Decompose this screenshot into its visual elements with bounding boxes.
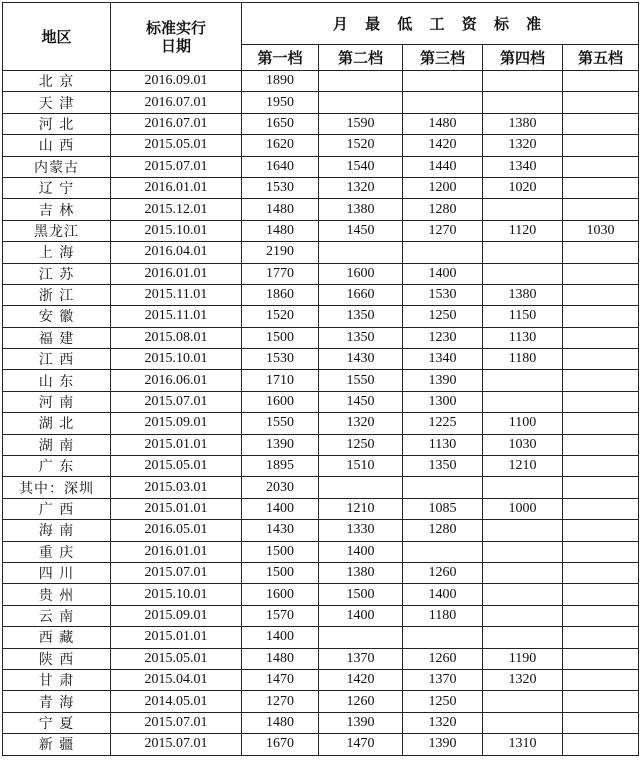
tier-4-wage-cell bbox=[483, 584, 563, 605]
effective-date-cell: 2015.07.01 bbox=[111, 156, 242, 177]
tier-1-wage-cell: 2190 bbox=[242, 242, 319, 263]
tier-3-wage-cell bbox=[403, 541, 483, 562]
tier-4-wage-cell: 1320 bbox=[483, 669, 563, 690]
tier-5-wage-cell bbox=[563, 605, 639, 626]
tier-2-wage-cell: 1210 bbox=[319, 498, 403, 519]
tier-1-wage-cell: 1480 bbox=[242, 648, 319, 669]
tier-4-wage-cell: 1320 bbox=[483, 135, 563, 156]
tier-3-wage-cell: 1180 bbox=[403, 605, 483, 626]
table-row bbox=[3, 71, 639, 92]
table-row bbox=[3, 177, 639, 198]
effective-date-cell: 2015.05.01 bbox=[111, 135, 242, 156]
tier-5-wage-cell bbox=[563, 156, 639, 177]
tier-2-wage-cell: 1380 bbox=[319, 562, 403, 583]
effective-date-cell: 2015.12.01 bbox=[111, 199, 242, 220]
effective-date-cell: 2015.07.01 bbox=[111, 734, 242, 755]
tier-2-wage-cell: 1320 bbox=[319, 177, 403, 198]
tier-5-wage-cell bbox=[563, 734, 639, 755]
tier-4-wage-cell bbox=[483, 370, 563, 391]
tier-5-wage-cell bbox=[563, 584, 639, 605]
table-row bbox=[3, 284, 639, 305]
tier-5-wage-cell bbox=[563, 391, 639, 412]
tier-3-wage-cell: 1340 bbox=[403, 349, 483, 370]
tier-4-wage-cell bbox=[483, 691, 563, 712]
table-row bbox=[3, 113, 639, 134]
tier-1-wage-cell: 1530 bbox=[242, 177, 319, 198]
region-cell: 山 东 bbox=[3, 370, 111, 391]
tier-2-wage-cell: 1250 bbox=[319, 434, 403, 455]
table-row bbox=[3, 541, 639, 562]
table-row bbox=[3, 413, 639, 434]
tier-3-wage-cell: 1200 bbox=[403, 177, 483, 198]
region-cell: 湖 南 bbox=[3, 434, 111, 455]
tier-1-wage-cell: 1500 bbox=[242, 562, 319, 583]
header-effective-date bbox=[111, 3, 242, 71]
effective-date-cell: 2015.09.01 bbox=[111, 413, 242, 434]
tier-2-wage-cell: 1450 bbox=[319, 391, 403, 412]
tier-3-wage-cell: 1260 bbox=[403, 562, 483, 583]
tier-4-wage-cell bbox=[483, 712, 563, 733]
tier-3-wage-cell: 1300 bbox=[403, 391, 483, 412]
effective-date-cell: 2016.01.01 bbox=[111, 541, 242, 562]
table-row bbox=[3, 734, 639, 755]
table-row bbox=[3, 306, 639, 327]
tier-3-wage-cell bbox=[403, 92, 483, 113]
effective-date-cell: 2015.10.01 bbox=[111, 349, 242, 370]
header-tier-2: 第二档 bbox=[319, 45, 403, 71]
tier-4-wage-cell: 1310 bbox=[483, 734, 563, 755]
region-cell: 江 苏 bbox=[3, 263, 111, 284]
effective-date-cell: 2016.01.01 bbox=[111, 177, 242, 198]
table-row bbox=[3, 391, 639, 412]
tier-2-wage-cell: 1370 bbox=[319, 648, 403, 669]
tier-1-wage-cell: 1670 bbox=[242, 734, 319, 755]
tier-2-wage-cell: 1470 bbox=[319, 734, 403, 755]
region-cell: 安 徽 bbox=[3, 306, 111, 327]
tier-5-wage-cell bbox=[563, 113, 639, 134]
table-row bbox=[3, 220, 639, 241]
effective-date-cell: 2016.05.01 bbox=[111, 520, 242, 541]
tier-3-wage-cell: 1480 bbox=[403, 113, 483, 134]
tier-2-wage-cell: 1540 bbox=[319, 156, 403, 177]
tier-1-wage-cell: 1470 bbox=[242, 669, 319, 690]
tier-5-wage-cell bbox=[563, 284, 639, 305]
effective-date-cell: 2016.09.01 bbox=[111, 71, 242, 92]
tier-4-wage-cell bbox=[483, 71, 563, 92]
tier-3-wage-cell: 1400 bbox=[403, 584, 483, 605]
tier-5-wage-cell bbox=[563, 691, 639, 712]
effective-date-cell: 2015.10.01 bbox=[111, 584, 242, 605]
tier-3-wage-cell: 1270 bbox=[403, 220, 483, 241]
effective-date-cell: 2015.01.01 bbox=[111, 498, 242, 519]
tier-4-wage-cell bbox=[483, 477, 563, 498]
table-row bbox=[3, 349, 639, 370]
tier-3-wage-cell: 1350 bbox=[403, 456, 483, 477]
tier-4-wage-cell: 1130 bbox=[483, 327, 563, 348]
effective-date-cell: 2016.01.01 bbox=[111, 263, 242, 284]
tier-1-wage-cell: 1500 bbox=[242, 541, 319, 562]
region-cell: 青 海 bbox=[3, 691, 111, 712]
effective-date-cell: 2016.07.01 bbox=[111, 113, 242, 134]
tier-4-wage-cell bbox=[483, 562, 563, 583]
tier-2-wage-cell: 1330 bbox=[319, 520, 403, 541]
tier-4-wage-cell bbox=[483, 92, 563, 113]
region-cell: 福 建 bbox=[3, 327, 111, 348]
effective-date-cell: 2016.07.01 bbox=[111, 92, 242, 113]
tier-2-wage-cell: 1320 bbox=[319, 413, 403, 434]
tier-5-wage-cell bbox=[563, 648, 639, 669]
effective-date-cell: 2015.05.01 bbox=[111, 648, 242, 669]
effective-date-cell: 2015.01.01 bbox=[111, 627, 242, 648]
tier-1-wage-cell: 1600 bbox=[242, 391, 319, 412]
effective-date-cell: 2014.05.01 bbox=[111, 691, 242, 712]
region-cell: 新 疆 bbox=[3, 734, 111, 755]
tier-4-wage-cell bbox=[483, 263, 563, 284]
tier-4-wage-cell bbox=[483, 391, 563, 412]
table-row bbox=[3, 370, 639, 391]
tier-3-wage-cell: 1260 bbox=[403, 648, 483, 669]
table-row bbox=[3, 498, 639, 519]
tier-4-wage-cell: 1380 bbox=[483, 284, 563, 305]
region-cell: 上 海 bbox=[3, 242, 111, 263]
table-body bbox=[3, 71, 639, 756]
header-tier-5: 第五档 bbox=[563, 45, 639, 71]
effective-date-cell: 2015.04.01 bbox=[111, 669, 242, 690]
tier-3-wage-cell: 1530 bbox=[403, 284, 483, 305]
table-row bbox=[3, 199, 639, 220]
tier-5-wage-cell bbox=[563, 712, 639, 733]
tier-2-wage-cell: 1660 bbox=[319, 284, 403, 305]
header-tier-4: 第四档 bbox=[483, 45, 563, 71]
region-cell: 海 南 bbox=[3, 520, 111, 541]
tier-3-wage-cell: 1280 bbox=[403, 199, 483, 220]
table-row bbox=[3, 477, 639, 498]
effective-date-cell: 2015.11.01 bbox=[111, 284, 242, 305]
tier-1-wage-cell: 1530 bbox=[242, 349, 319, 370]
tier-2-wage-cell: 1500 bbox=[319, 584, 403, 605]
tier-5-wage-cell bbox=[563, 177, 639, 198]
tier-3-wage-cell: 1085 bbox=[403, 498, 483, 519]
tier-5-wage-cell bbox=[563, 456, 639, 477]
region-cell: 陕 西 bbox=[3, 648, 111, 669]
tier-1-wage-cell: 1640 bbox=[242, 156, 319, 177]
region-cell: 北 京 bbox=[3, 71, 111, 92]
tier-2-wage-cell bbox=[319, 242, 403, 263]
tier-5-wage-cell bbox=[563, 627, 639, 648]
tier-4-wage-cell: 1180 bbox=[483, 349, 563, 370]
table-row bbox=[3, 156, 639, 177]
tier-1-wage-cell: 1860 bbox=[242, 284, 319, 305]
tier-3-wage-cell: 1370 bbox=[403, 669, 483, 690]
tier-2-wage-cell: 1450 bbox=[319, 220, 403, 241]
tier-2-wage-cell: 1430 bbox=[319, 349, 403, 370]
table-row bbox=[3, 669, 639, 690]
tier-5-wage-cell bbox=[563, 242, 639, 263]
tier-1-wage-cell: 1650 bbox=[242, 113, 319, 134]
tier-2-wage-cell: 1390 bbox=[319, 712, 403, 733]
tier-5-wage-cell bbox=[563, 541, 639, 562]
table-row bbox=[3, 648, 639, 669]
tier-5-wage-cell bbox=[563, 263, 639, 284]
region-cell: 黑龙江 bbox=[3, 220, 111, 241]
tier-5-wage-cell bbox=[563, 306, 639, 327]
tier-3-wage-cell: 1390 bbox=[403, 734, 483, 755]
region-cell: 甘 肃 bbox=[3, 669, 111, 690]
region-cell: 其中：深圳 bbox=[3, 477, 111, 498]
tier-1-wage-cell: 1480 bbox=[242, 220, 319, 241]
tier-1-wage-cell: 1620 bbox=[242, 135, 319, 156]
tier-5-wage-cell bbox=[563, 434, 639, 455]
tier-5-wage-cell bbox=[563, 349, 639, 370]
header-tier-3: 第三档 bbox=[403, 45, 483, 71]
tier-1-wage-cell: 1480 bbox=[242, 199, 319, 220]
effective-date-cell: 2015.07.01 bbox=[111, 562, 242, 583]
tier-2-wage-cell bbox=[319, 477, 403, 498]
tier-1-wage-cell: 1270 bbox=[242, 691, 319, 712]
region-cell: 贵 州 bbox=[3, 584, 111, 605]
tier-2-wage-cell: 1350 bbox=[319, 327, 403, 348]
tier-1-wage-cell: 1600 bbox=[242, 584, 319, 605]
table-row bbox=[3, 520, 639, 541]
tier-1-wage-cell: 1500 bbox=[242, 327, 319, 348]
tier-2-wage-cell bbox=[319, 627, 403, 648]
tier-5-wage-cell bbox=[563, 477, 639, 498]
tier-1-wage-cell: 1550 bbox=[242, 413, 319, 434]
tier-5-wage-cell bbox=[563, 370, 639, 391]
table-row bbox=[3, 135, 639, 156]
tier-2-wage-cell bbox=[319, 92, 403, 113]
region-cell: 天 津 bbox=[3, 92, 111, 113]
effective-date-cell: 2015.05.01 bbox=[111, 456, 242, 477]
tier-2-wage-cell: 1260 bbox=[319, 691, 403, 712]
tier-2-wage-cell: 1420 bbox=[319, 669, 403, 690]
tier-1-wage-cell: 1400 bbox=[242, 627, 319, 648]
effective-date-cell: 2015.08.01 bbox=[111, 327, 242, 348]
tier-4-wage-cell: 1190 bbox=[483, 648, 563, 669]
tier-4-wage-cell bbox=[483, 520, 563, 541]
table-row bbox=[3, 584, 639, 605]
tier-1-wage-cell: 1390 bbox=[242, 434, 319, 455]
minimum-wage-table bbox=[2, 2, 639, 756]
tier-4-wage-cell bbox=[483, 541, 563, 562]
header-date-line2: 日期 bbox=[160, 36, 191, 55]
header-region: 地区 bbox=[3, 3, 111, 71]
header-date-line1: 标准实行 bbox=[145, 18, 206, 37]
table-row bbox=[3, 434, 639, 455]
tier-4-wage-cell: 1380 bbox=[483, 113, 563, 134]
effective-date-cell: 2015.10.01 bbox=[111, 220, 242, 241]
tier-5-wage-cell bbox=[563, 498, 639, 519]
table-row bbox=[3, 605, 639, 626]
region-cell: 浙 江 bbox=[3, 284, 111, 305]
tier-4-wage-cell bbox=[483, 605, 563, 626]
region-cell: 广 西 bbox=[3, 498, 111, 519]
tier-3-wage-cell bbox=[403, 242, 483, 263]
tier-4-wage-cell: 1000 bbox=[483, 498, 563, 519]
tier-1-wage-cell: 1950 bbox=[242, 92, 319, 113]
tier-3-wage-cell bbox=[403, 477, 483, 498]
tier-5-wage-cell bbox=[563, 199, 639, 220]
tier-5-wage-cell bbox=[563, 71, 639, 92]
tier-3-wage-cell: 1320 bbox=[403, 712, 483, 733]
effective-date-cell: 2015.07.01 bbox=[111, 391, 242, 412]
tier-1-wage-cell: 1770 bbox=[242, 263, 319, 284]
tier-3-wage-cell: 1420 bbox=[403, 135, 483, 156]
tier-1-wage-cell: 1400 bbox=[242, 498, 319, 519]
tier-2-wage-cell: 1350 bbox=[319, 306, 403, 327]
tier-3-wage-cell: 1225 bbox=[403, 413, 483, 434]
tier-3-wage-cell: 1130 bbox=[403, 434, 483, 455]
tier-2-wage-cell: 1400 bbox=[319, 541, 403, 562]
region-cell: 四 川 bbox=[3, 562, 111, 583]
header-monthly-minimum-wage: 月 最 低 工 资 标 准 bbox=[242, 3, 639, 45]
tier-4-wage-cell: 1120 bbox=[483, 220, 563, 241]
region-cell: 云 南 bbox=[3, 605, 111, 626]
table-row bbox=[3, 627, 639, 648]
tier-5-wage-cell bbox=[563, 413, 639, 434]
tier-3-wage-cell: 1400 bbox=[403, 263, 483, 284]
tier-5-wage-cell bbox=[563, 669, 639, 690]
tier-5-wage-cell bbox=[563, 327, 639, 348]
tier-5-wage-cell: 1030 bbox=[563, 220, 639, 241]
tier-3-wage-cell: 1390 bbox=[403, 370, 483, 391]
tier-3-wage-cell: 1250 bbox=[403, 306, 483, 327]
tier-1-wage-cell: 1710 bbox=[242, 370, 319, 391]
tier-1-wage-cell: 2030 bbox=[242, 477, 319, 498]
tier-4-wage-cell bbox=[483, 627, 563, 648]
tier-5-wage-cell bbox=[563, 562, 639, 583]
tier-4-wage-cell: 1020 bbox=[483, 177, 563, 198]
region-cell: 宁 夏 bbox=[3, 712, 111, 733]
table-row bbox=[3, 712, 639, 733]
table-row bbox=[3, 691, 639, 712]
region-cell: 吉 林 bbox=[3, 199, 111, 220]
table-row bbox=[3, 327, 639, 348]
effective-date-cell: 2016.06.01 bbox=[111, 370, 242, 391]
tier-4-wage-cell bbox=[483, 199, 563, 220]
tier-4-wage-cell: 1150 bbox=[483, 306, 563, 327]
tier-2-wage-cell bbox=[319, 71, 403, 92]
tier-2-wage-cell: 1520 bbox=[319, 135, 403, 156]
tier-3-wage-cell: 1250 bbox=[403, 691, 483, 712]
table-row bbox=[3, 242, 639, 263]
tier-4-wage-cell: 1340 bbox=[483, 156, 563, 177]
tier-2-wage-cell: 1590 bbox=[319, 113, 403, 134]
tier-2-wage-cell: 1600 bbox=[319, 263, 403, 284]
tier-1-wage-cell: 1570 bbox=[242, 605, 319, 626]
tier-3-wage-cell bbox=[403, 71, 483, 92]
region-cell: 山 西 bbox=[3, 135, 111, 156]
tier-3-wage-cell bbox=[403, 627, 483, 648]
tier-1-wage-cell: 1890 bbox=[242, 71, 319, 92]
effective-date-cell: 2015.11.01 bbox=[111, 306, 242, 327]
tier-4-wage-cell: 1030 bbox=[483, 434, 563, 455]
tier-2-wage-cell: 1550 bbox=[319, 370, 403, 391]
tier-1-wage-cell: 1480 bbox=[242, 712, 319, 733]
tier-4-wage-cell: 1210 bbox=[483, 456, 563, 477]
region-cell: 广 东 bbox=[3, 456, 111, 477]
effective-date-cell: 2015.09.01 bbox=[111, 605, 242, 626]
tier-2-wage-cell: 1510 bbox=[319, 456, 403, 477]
table-row bbox=[3, 456, 639, 477]
effective-date-cell: 2015.03.01 bbox=[111, 477, 242, 498]
region-cell: 河 北 bbox=[3, 113, 111, 134]
region-cell: 湖 北 bbox=[3, 413, 111, 434]
tier-1-wage-cell: 1520 bbox=[242, 306, 319, 327]
tier-4-wage-cell bbox=[483, 242, 563, 263]
region-cell: 辽 宁 bbox=[3, 177, 111, 198]
table-row bbox=[3, 263, 639, 284]
region-cell: 重 庆 bbox=[3, 541, 111, 562]
tier-2-wage-cell: 1380 bbox=[319, 199, 403, 220]
effective-date-cell: 2015.07.01 bbox=[111, 712, 242, 733]
tier-1-wage-cell: 1895 bbox=[242, 456, 319, 477]
region-cell: 江 西 bbox=[3, 349, 111, 370]
header-tier-1: 第一档 bbox=[242, 45, 319, 71]
region-cell: 河 南 bbox=[3, 391, 111, 412]
tier-3-wage-cell: 1280 bbox=[403, 520, 483, 541]
tier-3-wage-cell: 1440 bbox=[403, 156, 483, 177]
tier-5-wage-cell bbox=[563, 520, 639, 541]
table-row bbox=[3, 92, 639, 113]
region-cell: 内蒙古 bbox=[3, 156, 111, 177]
tier-1-wage-cell: 1430 bbox=[242, 520, 319, 541]
tier-4-wage-cell: 1100 bbox=[483, 413, 563, 434]
tier-2-wage-cell: 1400 bbox=[319, 605, 403, 626]
effective-date-cell: 2015.01.01 bbox=[111, 434, 242, 455]
wage-table-container bbox=[2, 2, 639, 756]
effective-date-cell: 2016.04.01 bbox=[111, 242, 242, 263]
table-row bbox=[3, 562, 639, 583]
region-cell: 西 藏 bbox=[3, 627, 111, 648]
tier-5-wage-cell bbox=[563, 92, 639, 113]
tier-5-wage-cell bbox=[563, 135, 639, 156]
tier-3-wage-cell: 1230 bbox=[403, 327, 483, 348]
